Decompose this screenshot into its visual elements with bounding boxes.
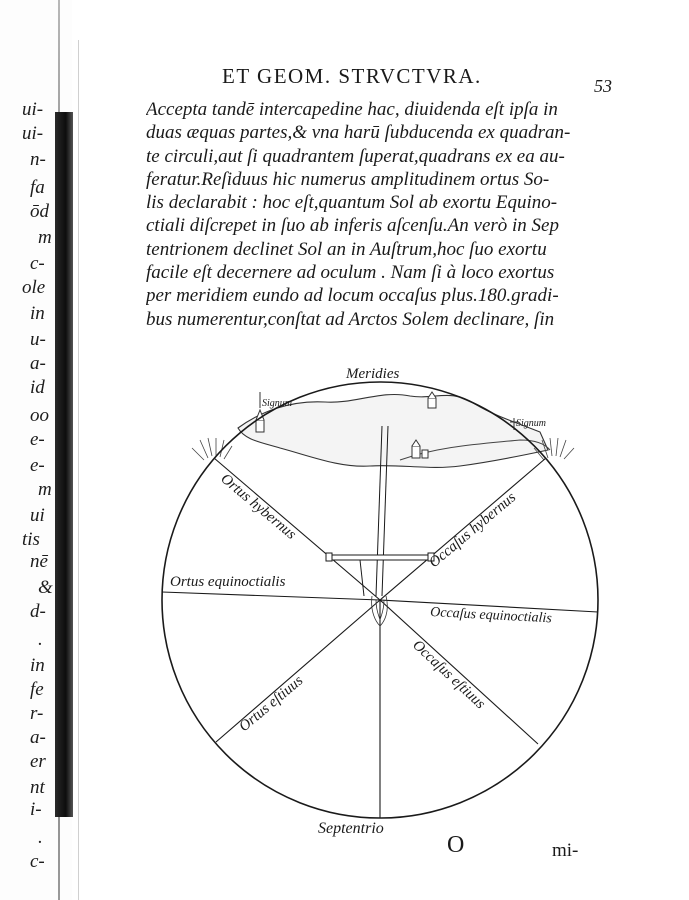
left-page-fragment: ole xyxy=(22,277,46,298)
left-page-fragment: tis xyxy=(22,529,40,550)
catchword-mark: O xyxy=(447,832,465,858)
left-page-fragment: er xyxy=(30,751,46,772)
label-ortus-equinoctialis: Ortus equinoctialis xyxy=(170,574,286,590)
horizon-diagram xyxy=(150,360,610,840)
body-line: feratur.Reſiduus hic numerus amplitudinem ortus So- xyxy=(146,168,550,190)
left-page-fragment: a- xyxy=(30,727,46,748)
label-meridies: Meridies xyxy=(346,366,400,382)
horizon-diagram-svg xyxy=(150,360,610,840)
left-page-fragment: ui xyxy=(30,505,45,526)
label-signum-right: Signum xyxy=(516,418,546,429)
label-occasus-hybernus: Occaſus hybernus xyxy=(426,489,520,572)
left-page-fragment: . xyxy=(38,827,43,848)
body-line: per meridiem eundo ad locum occaſus plus.180.gradi- xyxy=(146,285,559,307)
body-line: te circuli,aut ſi quadrantem ſuperat,quadrans ex ea au- xyxy=(146,145,565,167)
body-line: tentrionem declinet Sol an in Auſtrum,hoc ſuo exortu xyxy=(146,238,547,260)
left-page-fragment: nē xyxy=(30,551,48,572)
body-text xyxy=(146,98,616,331)
body-line: facile eſt decernere ad oculum . Nam ſi à loco exortus xyxy=(146,262,555,284)
running-head: ET GEOM. STRVCTVRA. xyxy=(222,64,482,88)
label-ortus-hybernus: Ortus hybernus xyxy=(217,470,299,543)
label-septentrio: Septentrio xyxy=(318,820,384,837)
left-page-fragment: in xyxy=(30,303,45,324)
label-ortus-estiuus: Ortus eſtiuus xyxy=(236,672,307,736)
left-page-fragment: in xyxy=(30,655,45,676)
left-page-fragment: c- xyxy=(30,851,45,872)
left-page-fragment: fe xyxy=(30,679,44,700)
left-page-fragment: ōd xyxy=(30,201,49,222)
left-sun-burst xyxy=(192,438,232,460)
left-page-fragment: m xyxy=(38,227,52,248)
left-page-fragment: ui- xyxy=(22,99,44,120)
body-line: lis declarabit : hoc eſt,quantum Sol ab exortu Equino- xyxy=(146,192,558,214)
left-page-fragment: i- xyxy=(30,799,42,820)
left-page-fragment: ui- xyxy=(22,123,44,144)
left-page-fragment: id xyxy=(30,377,45,398)
page-edge xyxy=(78,40,79,900)
catchword: mi- xyxy=(552,840,579,861)
label-occasus-equinoctialis: Occaſus equinoctialis xyxy=(429,605,553,627)
left-page-fragment: e- xyxy=(30,429,45,450)
body-line: Accepta tandē intercapedine hac, diuidenda eſt ipſa in xyxy=(146,99,558,120)
left-page-fragment: d- xyxy=(30,601,46,622)
left-page-fragment: a- xyxy=(30,353,46,374)
left-page-fragment: c- xyxy=(30,253,45,274)
left-page-fragment: fa xyxy=(30,177,45,198)
ray-lines xyxy=(162,458,598,818)
body-line: bus numerentur,conſtat ad Arctos Solem declinare, ſin xyxy=(146,308,555,330)
left-page-fragment: n- xyxy=(30,149,46,170)
body-line: ctiali diſcrepet in ſuo ab inferis aſcenſu.An verò in Sep xyxy=(146,215,559,237)
left-page-fragment: & xyxy=(38,577,53,598)
page-number: 53 xyxy=(594,76,612,96)
left-page-fragment: oo xyxy=(30,405,49,426)
label-signum-left: Signum xyxy=(262,398,292,409)
left-page-fragment: nt xyxy=(30,777,45,798)
left-page-fragment: u- xyxy=(30,329,46,350)
label-occasus-estiuus: Occaſus eſtiuus xyxy=(409,637,489,713)
left-page-fragment: r- xyxy=(30,703,44,724)
left-page-fragment: m xyxy=(38,479,52,500)
left-page-fragment: e- xyxy=(30,455,45,476)
ray-ortus-equinoctialis xyxy=(162,592,380,600)
body-line: duas æquas partes,& vna harū ſubducenda ex quadran- xyxy=(146,122,571,144)
left-page-fragment: . xyxy=(38,629,43,650)
gutter-shadow xyxy=(55,112,73,817)
